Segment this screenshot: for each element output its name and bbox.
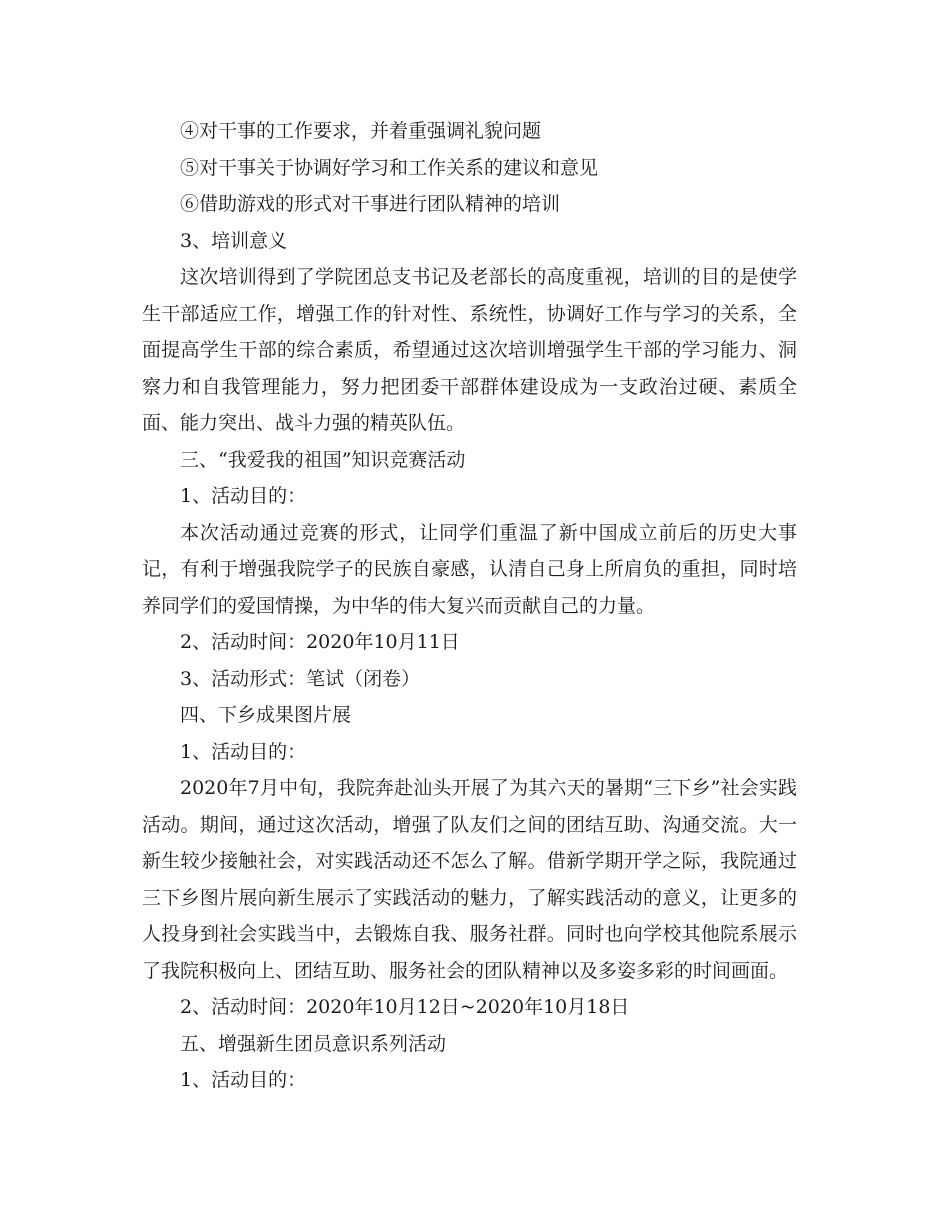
list-item: ⑤对干事关于协调好学习和工作关系的建议和意见 <box>180 156 599 179</box>
list-item: ④对干事的工作要求，并着重强调礼貌问题 <box>180 120 542 142</box>
subheading: 2、活动时间：2020年10月12日~2020年10月18日 <box>180 996 630 1018</box>
section-heading: 五、增强新生团员意识系列活动 <box>180 1032 447 1055</box>
subheading: 3、活动形式：笔试（闭卷） <box>180 667 421 690</box>
subheading: 1、活动目的： <box>180 485 307 507</box>
body-paragraph: 这次培训得到了学院团总支书记及老部长的高度重视，培训的目的是使学生干部适应工作，增强工作的针对性、系统性，协调好工作与学习的关系，全面提高学生干部的综合素质，希望通过这次培训增强学生干部的学习能力、洞察力和自我管理能力，努力把团委干部群体建设成为一支政治过硬、素质全面、能力突出、战斗力强的精英队伍。 <box>142 266 797 434</box>
body-paragraph: 本次活动通过竞赛的形式，让同学们重温了新中国成立前后的历史大事记，有利于增强我院学子的民族自豪感，认清自己身上所肩负的重担，同时培养同学们的爱国情操，为中华的伟大复兴而贡献自己的力量。 <box>142 521 797 617</box>
body-paragraph: 2020年7月中旬，我院奔赴汕头开展了为其六天的暑期“三下乡”社会实践活动。期间，通过这次活动，增强了队友们之间的团结互助、沟通交流。大一新生较少接触社会，对实践活动还不怎么了解。借新学期开学之际，我院通过三下乡图片展向新生展示了实践活动的魅力，了解实践活动的意义，让更多的人投身到社会实践当中，去锻炼自我、服务社群。同时也向学校其他院系展示了我院积极向上、团结互助、服务社会的团队精神以及多姿多彩的时间画面。 <box>142 777 797 982</box>
subheading: 2、活动时间：2020年10月11日 <box>180 631 460 653</box>
document-body <box>142 113 797 1099</box>
section-heading: 四、下乡成果图片展 <box>180 704 352 726</box>
subheading: 1、活动目的： <box>180 1069 307 1091</box>
subheading: 1、活动目的： <box>180 740 307 763</box>
subheading: 3、培训意义 <box>180 229 288 252</box>
list-item: ⑥借助游戏的形式对干事进行团队精神的培训 <box>180 193 561 215</box>
section-heading: 三、“我爱我的祖国”知识竞赛活动 <box>180 448 466 471</box>
